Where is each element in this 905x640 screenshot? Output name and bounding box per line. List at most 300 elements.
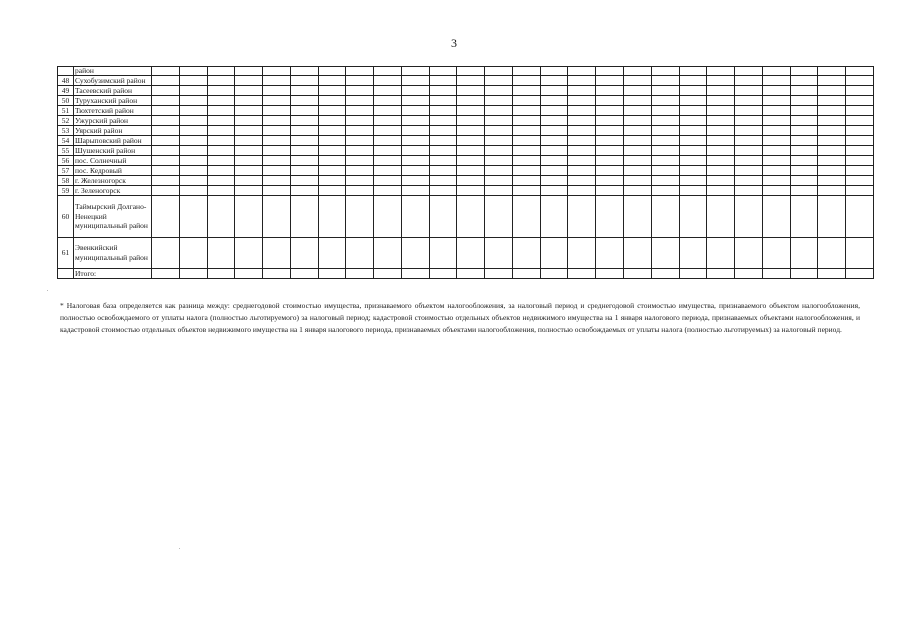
value-cell [762, 146, 790, 156]
value-cell [651, 269, 679, 279]
table-row [58, 176, 874, 186]
value-cell [735, 176, 763, 186]
value-cell [346, 76, 374, 86]
value-cell [429, 96, 457, 106]
value-cell [374, 156, 402, 166]
value-cell [235, 96, 263, 106]
value-cell [596, 156, 624, 166]
value-cell [512, 146, 540, 156]
value-cell [762, 116, 790, 126]
table-row [58, 67, 874, 76]
value-cell [485, 146, 513, 156]
row-number-cell [58, 67, 74, 76]
value-cell [235, 76, 263, 86]
value-cell [374, 96, 402, 106]
value-cell [374, 126, 402, 136]
value-cell [624, 176, 652, 186]
row-number-cell: 48 [58, 76, 74, 86]
value-cell [401, 176, 429, 186]
district-name-cell: Итого: [74, 269, 152, 279]
district-name-cell: пос. Солнечный [74, 156, 152, 166]
value-cell [235, 106, 263, 116]
value-cell [207, 106, 235, 116]
value-cell [596, 86, 624, 96]
value-cell [596, 76, 624, 86]
value-cell [735, 106, 763, 116]
value-cell [540, 238, 568, 269]
value-cell [457, 146, 485, 156]
value-cell [512, 116, 540, 126]
value-cell [290, 86, 318, 96]
value-cell [457, 116, 485, 126]
value-cell [457, 238, 485, 269]
value-cell [624, 126, 652, 136]
value-cell [624, 116, 652, 126]
value-cell [818, 238, 846, 269]
value-cell [374, 106, 402, 116]
value-cell [624, 136, 652, 146]
value-cell [457, 156, 485, 166]
value-cell [318, 67, 346, 76]
value-cell [568, 156, 596, 166]
value-cell [707, 196, 735, 238]
value-cell [624, 196, 652, 238]
value-cell [707, 186, 735, 196]
value-cell [485, 67, 513, 76]
value-cell [818, 126, 846, 136]
value-cell [818, 146, 846, 156]
value-cell [152, 86, 180, 96]
value-cell [263, 238, 291, 269]
value-cell [846, 116, 874, 126]
value-cell [762, 86, 790, 96]
value-cell [152, 67, 180, 76]
value-cell [818, 86, 846, 96]
value-cell [707, 86, 735, 96]
value-cell [152, 116, 180, 126]
value-cell [485, 76, 513, 86]
value-cell [318, 196, 346, 238]
value-cell [179, 186, 207, 196]
value-cell [457, 176, 485, 186]
value-cell [235, 116, 263, 126]
value-cell [401, 67, 429, 76]
value-cell [762, 238, 790, 269]
value-cell [512, 156, 540, 166]
value-cell [152, 146, 180, 156]
table-row [58, 126, 874, 136]
value-cell [512, 126, 540, 136]
value-cell [790, 116, 818, 126]
value-cell [818, 269, 846, 279]
value-cell [762, 106, 790, 116]
value-cell [568, 166, 596, 176]
district-name-cell: г. Железногорск [74, 176, 152, 186]
value-cell [429, 176, 457, 186]
value-cell [429, 86, 457, 96]
value-cell [846, 166, 874, 176]
value-cell [568, 76, 596, 86]
district-name-cell: г. Зеленогорск [74, 186, 152, 196]
value-cell [790, 96, 818, 106]
value-cell [735, 67, 763, 76]
value-cell [735, 238, 763, 269]
value-cell [401, 76, 429, 86]
value-cell [346, 126, 374, 136]
value-cell [429, 126, 457, 136]
value-cell [179, 196, 207, 238]
value-cell [512, 196, 540, 238]
value-cell [263, 146, 291, 156]
value-cell [207, 136, 235, 146]
value-cell [346, 156, 374, 166]
table-row [58, 106, 874, 116]
value-cell [152, 196, 180, 238]
value-cell [679, 136, 707, 146]
value-cell [568, 116, 596, 126]
value-cell [235, 86, 263, 96]
value-cell [762, 156, 790, 166]
value-cell [651, 86, 679, 96]
value-cell [207, 156, 235, 166]
value-cell [179, 166, 207, 176]
value-cell [624, 86, 652, 96]
value-cell [568, 146, 596, 156]
value-cell [235, 166, 263, 176]
value-cell [540, 196, 568, 238]
value-cell [540, 67, 568, 76]
value-cell [679, 86, 707, 96]
value-cell [374, 67, 402, 76]
value-cell [846, 126, 874, 136]
value-cell [207, 196, 235, 238]
value-cell [596, 186, 624, 196]
value-cell [263, 96, 291, 106]
value-cell [207, 96, 235, 106]
value-cell [179, 96, 207, 106]
value-cell [318, 106, 346, 116]
value-cell [679, 126, 707, 136]
value-cell [762, 176, 790, 186]
value-cell [540, 269, 568, 279]
value-cell [624, 67, 652, 76]
value-cell [790, 76, 818, 86]
district-name-cell: Сухобузимский район [74, 76, 152, 86]
value-cell [207, 269, 235, 279]
value-cell [596, 67, 624, 76]
value-cell [346, 238, 374, 269]
value-cell [818, 156, 846, 166]
value-cell [707, 106, 735, 116]
value-cell [152, 136, 180, 146]
value-cell [540, 136, 568, 146]
value-cell [818, 76, 846, 86]
value-cell [624, 166, 652, 176]
value-cell [512, 186, 540, 196]
row-number-cell: 54 [58, 136, 74, 146]
value-cell [346, 86, 374, 96]
value-cell [568, 238, 596, 269]
value-cell [846, 269, 874, 279]
value-cell [512, 86, 540, 96]
value-cell [596, 126, 624, 136]
value-cell [429, 196, 457, 238]
value-cell [457, 76, 485, 86]
value-cell [401, 196, 429, 238]
value-cell [707, 146, 735, 156]
value-cell [596, 166, 624, 176]
value-cell [707, 67, 735, 76]
value-cell [735, 156, 763, 166]
value-cell [401, 126, 429, 136]
value-cell [374, 86, 402, 96]
value-cell [707, 126, 735, 136]
value-cell [290, 116, 318, 126]
value-cell [624, 106, 652, 116]
value-cell [179, 136, 207, 146]
row-number-cell: 52 [58, 116, 74, 126]
value-cell [707, 238, 735, 269]
value-cell [540, 166, 568, 176]
value-cell [318, 146, 346, 156]
value-cell [540, 106, 568, 116]
value-cell [762, 166, 790, 176]
value-cell [818, 186, 846, 196]
value-cell [346, 166, 374, 176]
value-cell [318, 156, 346, 166]
value-cell [790, 166, 818, 176]
value-cell [735, 146, 763, 156]
value-cell [235, 196, 263, 238]
value-cell [401, 156, 429, 166]
value-cell [762, 136, 790, 146]
value-cell [512, 238, 540, 269]
value-cell [235, 126, 263, 136]
value-cell [651, 106, 679, 116]
value-cell [679, 186, 707, 196]
value-cell [152, 76, 180, 86]
value-cell [762, 196, 790, 238]
value-cell [346, 146, 374, 156]
value-cell [429, 67, 457, 76]
value-cell [512, 166, 540, 176]
value-cell [540, 76, 568, 86]
district-name-cell: Туруханский район [74, 96, 152, 106]
value-cell [457, 67, 485, 76]
value-cell [735, 96, 763, 106]
value-cell [485, 136, 513, 146]
value-cell [762, 269, 790, 279]
value-cell [179, 67, 207, 76]
value-cell [290, 176, 318, 186]
district-name-cell: Ужурский район [74, 116, 152, 126]
value-cell [707, 76, 735, 86]
value-cell [596, 238, 624, 269]
value-cell [624, 156, 652, 166]
district-name-cell: пос. Кедровый [74, 166, 152, 176]
value-cell [263, 126, 291, 136]
value-cell [290, 156, 318, 166]
table-row [58, 156, 874, 166]
district-name-cell: Эвенкийский муниципальный район [74, 238, 152, 269]
value-cell [152, 156, 180, 166]
value-cell [485, 238, 513, 269]
row-number-cell: 50 [58, 96, 74, 106]
value-cell [596, 269, 624, 279]
scan-speck [179, 548, 180, 549]
value-cell [318, 96, 346, 106]
value-cell [790, 126, 818, 136]
value-cell [318, 116, 346, 126]
value-cell [457, 196, 485, 238]
value-cell [429, 146, 457, 156]
value-cell [429, 76, 457, 86]
value-cell [540, 116, 568, 126]
value-cell [735, 166, 763, 176]
value-cell [457, 106, 485, 116]
value-cell [818, 196, 846, 238]
value-cell [346, 269, 374, 279]
value-cell [568, 136, 596, 146]
value-cell [318, 238, 346, 269]
value-cell [651, 96, 679, 106]
value-cell [651, 76, 679, 86]
value-cell [179, 116, 207, 126]
value-cell [263, 186, 291, 196]
value-cell [457, 269, 485, 279]
value-cell [540, 156, 568, 166]
value-cell [568, 186, 596, 196]
value-cell [679, 166, 707, 176]
value-cell [707, 176, 735, 186]
value-cell [207, 116, 235, 126]
value-cell [401, 166, 429, 176]
value-cell [207, 176, 235, 186]
value-cell [429, 106, 457, 116]
value-cell [457, 96, 485, 106]
value-cell [429, 186, 457, 196]
value-cell [846, 76, 874, 86]
value-cell [346, 67, 374, 76]
row-number-cell: 59 [58, 186, 74, 196]
table-row [58, 238, 874, 269]
value-cell [374, 196, 402, 238]
value-cell [346, 186, 374, 196]
table-row [58, 86, 874, 96]
value-cell [429, 238, 457, 269]
value-cell [790, 106, 818, 116]
row-number-cell: 55 [58, 146, 74, 156]
value-cell [679, 146, 707, 156]
value-cell [651, 186, 679, 196]
value-cell [152, 96, 180, 106]
value-cell [401, 116, 429, 126]
value-cell [790, 196, 818, 238]
value-cell [235, 136, 263, 146]
value-cell [290, 269, 318, 279]
value-cell [401, 269, 429, 279]
value-cell [346, 176, 374, 186]
value-cell [346, 106, 374, 116]
value-cell [679, 269, 707, 279]
value-cell [429, 166, 457, 176]
value-cell [846, 136, 874, 146]
value-cell [679, 196, 707, 238]
value-cell [318, 186, 346, 196]
value-cell [290, 96, 318, 106]
table-row [58, 186, 874, 196]
value-cell [485, 86, 513, 96]
value-cell [429, 156, 457, 166]
value-cell [457, 86, 485, 96]
value-cell [290, 238, 318, 269]
value-cell [846, 156, 874, 166]
value-cell [735, 136, 763, 146]
value-cell [485, 156, 513, 166]
value-cell [512, 176, 540, 186]
value-cell [152, 126, 180, 136]
value-cell [735, 186, 763, 196]
value-cell [596, 196, 624, 238]
district-name-cell: Тюхтетский район [74, 106, 152, 116]
value-cell [235, 146, 263, 156]
value-cell [401, 238, 429, 269]
value-cell [401, 86, 429, 96]
value-cell [568, 176, 596, 186]
value-cell [179, 86, 207, 96]
value-cell [485, 176, 513, 186]
value-cell [207, 76, 235, 86]
value-cell [318, 86, 346, 96]
value-cell [207, 126, 235, 136]
value-cell [651, 67, 679, 76]
value-cell [762, 186, 790, 196]
value-cell [846, 176, 874, 186]
value-cell [318, 166, 346, 176]
value-cell [790, 67, 818, 76]
row-number-cell: 58 [58, 176, 74, 186]
value-cell [651, 146, 679, 156]
value-cell [540, 186, 568, 196]
value-cell [263, 176, 291, 186]
value-cell [790, 136, 818, 146]
value-cell [290, 166, 318, 176]
value-cell [318, 76, 346, 86]
value-cell [374, 166, 402, 176]
value-cell [374, 186, 402, 196]
value-cell [624, 96, 652, 106]
value-cell [846, 196, 874, 238]
value-cell [651, 196, 679, 238]
footnote: * Налоговая база определяется как разница между: среднегодовой стоимостью имущества, признаваемого объектом налогообложения, за налоговый период и среднегодовой стоимостью имущества, признаваемого объектом налогообложения, полностью освобождаемого от уплаты налога (полностью льготируемого) за налоговый период; кадастровой стоимостью отдельных объектов недвижимого имущества на 1 января налогового периода, признаваемых объектами налогообложения, и кадастровой стоимостью отдельных объектов недвижимого имущества на 1 января налогового периода, признаваемых объектами налогообложения, полностью освобождаемых от уплаты налога (полностью льготируемых) за налоговый период. [60, 301, 860, 334]
value-cell [540, 96, 568, 106]
value-cell [707, 269, 735, 279]
value-cell [235, 176, 263, 186]
value-cell [235, 186, 263, 196]
value-cell [735, 196, 763, 238]
value-cell [263, 196, 291, 238]
value-cell [318, 176, 346, 186]
value-cell [207, 238, 235, 269]
value-cell [179, 238, 207, 269]
value-cell [818, 67, 846, 76]
district-name-cell: Таймырский Долгано-Ненецкий муниципальный район [74, 196, 152, 238]
value-cell [596, 116, 624, 126]
value-cell [790, 86, 818, 96]
value-cell [207, 67, 235, 76]
value-cell [429, 136, 457, 146]
value-cell [152, 269, 180, 279]
